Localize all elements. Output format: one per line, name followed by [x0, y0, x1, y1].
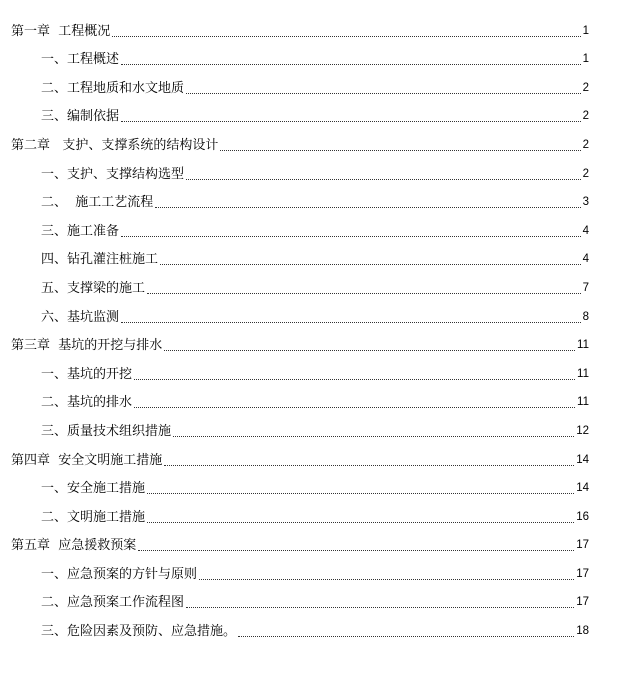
toc-entry-chapter-5[interactable]	[0, 527, 627, 556]
toc-dot-leader	[121, 322, 581, 323]
toc-dot-leader	[121, 121, 581, 122]
toc-page-number: 12	[576, 424, 589, 437]
toc-page-number: 3	[582, 196, 589, 209]
toc-page-number: 14	[576, 453, 589, 466]
toc-entry-section[interactable]	[0, 384, 627, 413]
toc-entry-title: 二、文明施工措施	[41, 509, 146, 525]
toc-dot-leader	[220, 150, 580, 151]
toc-entry-title: 一、支护、支撑结构选型	[41, 166, 185, 182]
toc-entry-title: 一、安全施工措施	[41, 481, 146, 497]
toc-dot-leader	[138, 550, 574, 551]
toc-page-number: 2	[582, 81, 589, 94]
toc-dot-leader	[134, 379, 575, 380]
toc-dot-leader	[112, 36, 580, 37]
toc-entry-section[interactable]	[0, 584, 627, 613]
toc-dot-leader	[121, 64, 581, 65]
toc-page-number: 16	[576, 510, 589, 523]
toc-entry-title: 六、基坑监测	[41, 309, 120, 325]
toc-page-number: 1	[582, 53, 589, 66]
toc-entry-section[interactable]	[0, 269, 627, 298]
toc-entry-section[interactable]	[0, 98, 627, 127]
toc-dot-leader	[164, 465, 574, 466]
toc-dot-leader	[186, 607, 574, 608]
toc-page-number: 7	[582, 281, 589, 294]
toc-dot-leader	[186, 179, 581, 180]
toc-entry-section[interactable]	[0, 41, 627, 70]
toc-entry-title: 第三章 基坑的开挖与排水	[11, 338, 163, 354]
toc-entry-section[interactable]	[0, 69, 627, 98]
toc-dot-leader	[121, 236, 581, 237]
toc-page-number: 2	[582, 138, 589, 151]
toc-entry-title: 三、施工准备	[41, 223, 120, 239]
toc-dot-leader	[155, 207, 580, 208]
toc-page-number: 11	[577, 367, 589, 380]
toc-entry-title: 第四章 安全文明施工措施	[11, 452, 163, 468]
toc-entry-title: 三、编制依据	[41, 109, 120, 125]
toc-page-number: 18	[576, 625, 589, 638]
toc-entry-title: 一、工程概述	[41, 52, 120, 68]
toc-dot-leader	[238, 636, 574, 637]
toc-page-number: 2	[582, 110, 589, 123]
toc-entry-title: 一、基坑的开挖	[41, 366, 133, 382]
toc-entry-title: 四、钻孔灌注桩施工	[41, 252, 159, 268]
toc-dot-leader	[147, 493, 574, 494]
toc-entry-chapter-4[interactable]	[0, 441, 627, 470]
toc-entry-section[interactable]	[0, 155, 627, 184]
toc-page-number: 11	[577, 339, 589, 352]
toc-page-number: 8	[582, 310, 589, 323]
toc-dot-leader	[160, 264, 581, 265]
toc-dot-leader	[186, 93, 581, 94]
toc-entry-chapter-1[interactable]	[0, 12, 627, 41]
toc-page-number: 17	[576, 539, 589, 552]
toc-page-number: 14	[576, 482, 589, 495]
toc-entry-title: 二、工程地质和水文地质	[41, 80, 185, 96]
toc-entry-title: 第五章 应急援救预案	[11, 538, 137, 554]
toc-entry-section[interactable]	[0, 470, 627, 499]
toc-entry-section[interactable]	[0, 241, 627, 270]
toc-entry-title: 二、基坑的排水	[41, 395, 133, 411]
toc-entry-section[interactable]	[0, 412, 627, 441]
toc-entry-chapter-2[interactable]	[0, 126, 627, 155]
toc-entry-title: 二、应急预案工作流程图	[41, 595, 185, 611]
toc-entry-title: 第一章 工程概况	[11, 23, 111, 39]
toc-entry-chapter-3[interactable]	[0, 327, 627, 356]
table-of-contents	[0, 12, 627, 641]
toc-dot-leader	[147, 293, 581, 294]
toc-entry-title: 三、质量技术组织措施	[41, 423, 172, 439]
toc-entry-section[interactable]	[0, 355, 627, 384]
toc-page-number: 17	[576, 596, 589, 609]
toc-entry-section[interactable]	[0, 184, 627, 213]
toc-page-number: 4	[582, 224, 589, 237]
toc-page-number: 1	[582, 24, 589, 37]
toc-dot-leader	[134, 407, 575, 408]
toc-page-number: 17	[576, 567, 589, 580]
toc-page-number: 4	[582, 253, 589, 266]
toc-entry-title: 二、 施工工艺流程	[41, 195, 154, 211]
toc-dot-leader	[164, 350, 575, 351]
toc-entry-title: 五、支撑梁的施工	[41, 280, 146, 296]
toc-entry-section[interactable]	[0, 498, 627, 527]
toc-page-number: 11	[577, 396, 589, 409]
toc-dot-leader	[147, 522, 574, 523]
toc-entry-section[interactable]	[0, 298, 627, 327]
toc-entry-title: 三、危险因素及预防、应急措施。	[41, 624, 237, 640]
toc-dot-leader	[173, 436, 574, 437]
toc-entry-title: 第二章 支护、支撑系统的结构设计	[11, 137, 219, 153]
toc-entry-title: 一、应急预案的方针与原则	[41, 566, 198, 582]
toc-entry-section[interactable]	[0, 555, 627, 584]
toc-entry-section[interactable]	[0, 612, 627, 641]
toc-dot-leader	[199, 579, 574, 580]
toc-page-number: 2	[582, 167, 589, 180]
toc-entry-section[interactable]	[0, 212, 627, 241]
